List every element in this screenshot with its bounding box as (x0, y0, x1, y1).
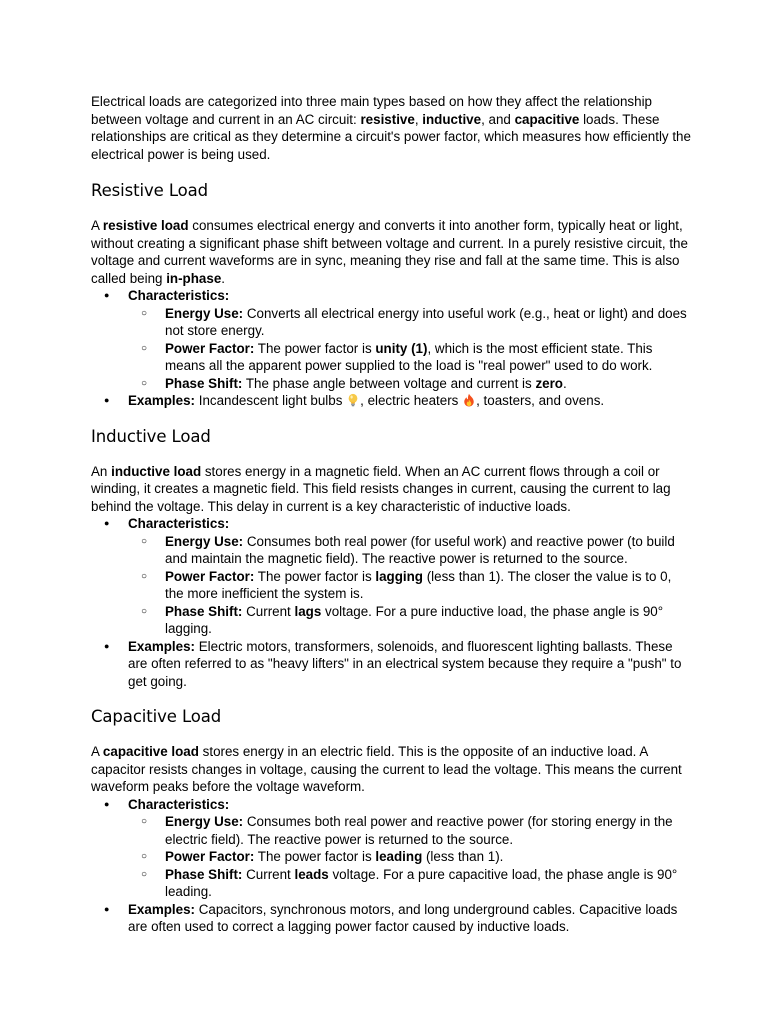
paragraph-text: stores energy in a magnetic field. When an AC current flows through a coil or winding, it creates a magnetic field. This field resists changes in current, causing the current to lag behind the voltage. This delay in current is a key characteristic of inductive loads. (91, 463, 671, 514)
list-label: Power Factor: (165, 568, 255, 584)
list-text: Capacitors, synchronous motors, and long underground cables. Capacitive loads are often used to correct a lagging power factor caused by inductive loads. (128, 901, 678, 934)
list-label: Characteristics: (128, 516, 230, 531)
list-label: Characteristics: (128, 796, 230, 812)
list-label: Energy Use: (165, 533, 244, 549)
list-text: Converts all electrical energy into useful work (e.g., heat or light) and does not store energy. (165, 305, 687, 338)
fire-icon (462, 393, 476, 407)
paragraph-bold: in-phase (166, 270, 222, 286)
list-text: Incandescent light bulbs (195, 393, 347, 408)
section-paragraph (91, 743, 691, 796)
list-text: . (563, 375, 567, 391)
sub-list (128, 533, 691, 638)
list-item-characteristics (91, 287, 691, 392)
bullet-list (91, 515, 691, 690)
section-heading: Inductive Load (91, 426, 211, 446)
list-text: , toasters, and ovens. (476, 393, 605, 408)
list-text: voltage. For a pure inductive load, the phase angle is 90° lagging. (165, 603, 664, 636)
list-item-power-factor (128, 568, 691, 603)
list-text: Electric motors, transformers, solenoids, and fluorescent lighting ballasts. These are often referred to as "heavy lifters" in an electrical system because they require a "push" to get going. (128, 638, 682, 689)
section-resistive-load (91, 181, 691, 410)
paragraph-text: An (91, 463, 112, 479)
intro-bold-capacitive: capacitive (514, 111, 580, 127)
list-text: The power factor is (254, 340, 376, 356)
list-item-power-factor (128, 848, 691, 866)
list-text: Consumes both real power and reactive power (for storing energy in the electric field). The reactive power is returned to the source. (165, 814, 673, 847)
list-text: Current (242, 866, 295, 882)
list-label: Examples: (128, 393, 195, 408)
paragraph-text: . (221, 270, 225, 286)
paragraph-text: A (91, 744, 103, 759)
paragraph-bold: inductive load (111, 463, 202, 479)
list-label: Phase Shift: (165, 866, 243, 882)
paragraph-bold: capacitive load (102, 744, 199, 759)
list-text: voltage. For a pure capacitive load, the phase angle is 90° leading. (165, 866, 678, 899)
bullet-list (91, 796, 691, 936)
section-heading: Capacitive Load (91, 707, 222, 726)
list-item-characteristics (91, 796, 691, 901)
list-text: (less than 1). (422, 849, 504, 864)
list-item-examples (91, 901, 691, 936)
section-paragraph (91, 217, 691, 287)
list-label: Examples: (128, 901, 195, 917)
document-body (91, 93, 691, 936)
section-heading: Resistive Load (91, 181, 209, 200)
list-label: Energy Use: (165, 814, 244, 829)
intro-text: Electrical loads are categorized into three main types based on how they affect the relationship between voltage and current in an AC circuit: (91, 94, 653, 127)
intro-bold-inductive: inductive (422, 111, 482, 127)
list-bold: lags (294, 603, 322, 619)
intro-text: , (414, 111, 423, 127)
section-inductive-load (91, 427, 691, 691)
list-item-characteristics (91, 515, 691, 638)
list-bold: unity (1) (375, 340, 428, 356)
list-label: Power Factor: (165, 340, 255, 356)
list-item-phase-shift (128, 603, 691, 638)
list-bold: zero (535, 375, 563, 391)
intro-paragraph (91, 93, 691, 163)
list-bold: leading (375, 849, 423, 864)
paragraph-text: stores energy in an electric field. This is the opposite of an inductive load. A capacitor resists changes in voltage, causing the current to lead the voltage. This means the current waveform peaks before the voltage waveform. (91, 744, 682, 794)
paragraph-text: A (91, 218, 103, 233)
list-text: The power factor is (254, 568, 376, 584)
list-item-phase-shift (128, 375, 691, 393)
list-text: (less than 1). The closer the value is to 0, the more inefficient the system is. (165, 568, 672, 601)
paragraph-text: consumes electrical energy and converts it into another form, typically heat or light, without creating a significant phase shift between voltage and current. In a purely resistive circuit, the voltage and current waveforms are in sync, meaning they rise and fall at the same time. This is also called being (91, 218, 688, 286)
sub-list (128, 305, 691, 393)
lightbulb-icon (346, 393, 360, 407)
list-item-examples (91, 392, 691, 410)
sub-list (128, 813, 691, 901)
list-label: Examples: (128, 638, 195, 654)
list-item-power-factor (128, 340, 691, 375)
paragraph-bold: resistive load (102, 218, 189, 233)
list-text: Current (242, 603, 295, 619)
list-item-energy-use (128, 813, 691, 848)
section-capacitive-load (91, 707, 691, 936)
list-item-energy-use (128, 305, 691, 340)
list-label: Power Factor: (165, 849, 255, 864)
list-text: Consumes both real power (for useful work) and reactive power (to build and maintain the magnetic field). The reactive power is returned to the source. (165, 533, 675, 566)
list-text: , electric heaters (360, 393, 463, 408)
list-text: , which is the most efficient state. This means all the apparent power supplied to the load is "real power" used to do work. (165, 340, 653, 373)
list-label: Phase Shift: (165, 375, 243, 391)
list-item-examples (91, 638, 691, 691)
list-item-energy-use (128, 533, 691, 568)
list-label: Characteristics: (128, 288, 230, 303)
intro-text: loads. These relationships are critical as they determine a circuit's power factor, which measures how efficiently the electrical power is being used. (91, 111, 691, 162)
bullet-list (91, 287, 691, 410)
list-label: Energy Use: (165, 305, 244, 321)
intro-bold-resistive: resistive (360, 111, 415, 127)
list-item-phase-shift (128, 866, 691, 901)
list-text: The phase angle between voltage and current is (242, 375, 536, 391)
list-bold: lagging (375, 568, 423, 584)
list-bold: leads (294, 866, 329, 882)
list-text: The power factor is (254, 849, 376, 864)
list-label: Phase Shift: (165, 603, 243, 619)
intro-text: , and (481, 111, 515, 127)
section-paragraph (91, 463, 691, 516)
